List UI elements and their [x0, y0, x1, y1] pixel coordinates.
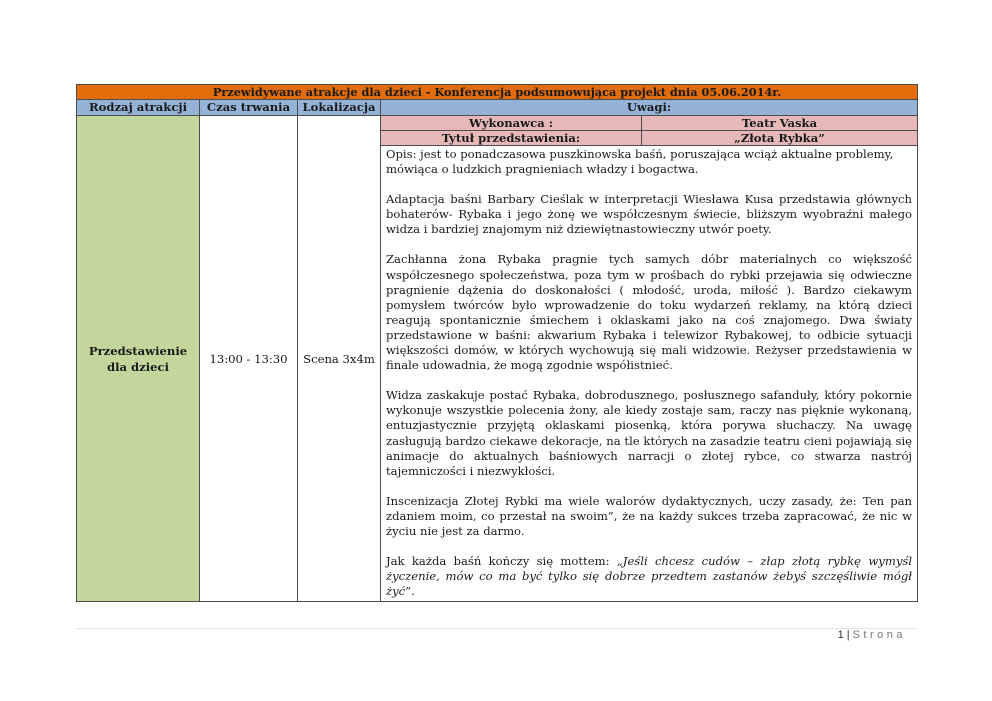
- header-duration: Czas trwania: [200, 100, 298, 116]
- title-row: [77, 85, 918, 100]
- header-notes: Uwagi:: [381, 100, 918, 116]
- description-paragraph-3: Zachłanna żona Rybaka pragnie tych samych dóbr materialnych co większość współczesnego społeczeństwa, poza tym w prośbach do rybki przejawia się odwieczne pragnienie dążenia do doskonałości ( młodość, uroda, miłość ). Bardzo ciekawym pomysłem twórców było wprowadzenie do toku wydarzeń reklamy, na którą dzieci reagują spontanicznie śmiechem i oklaskami jako na coś znajomego. Dwa światy przedstawione w baśni: akwarium Rybaka i telewizor Rybakowej, to odbicie sytuacji większości domów, w których wychowują się mali widzowie. Reżyser przedstawienia w finale udowadnia, że mogą zgodnie współistnieć.: [386, 252, 913, 373]
- attractions-table: [76, 84, 918, 602]
- performer-row: [77, 116, 918, 131]
- motto-quote: „Jeśli chcesz cudów – złap złotą rybkę wymyśl życzenie, mów co ma być tylko się dobrze przedtem zastanów żebyś szczęśliwie mógł żyć”: [386, 554, 913, 599]
- description-paragraph-2: Adaptacja baśni Barbary Cieślak w interpretacji Wiesława Kusa przedstawia głównych bohaterów- Rybaka i jego żonę we współczesnym świecie, bliższym wyobraźni małego widza i bardziej znajomym niż dziewiętnastowieczny utwór poety.: [386, 192, 913, 237]
- description-paragraph-1: Opis: jest to ponadczasowa puszkinowska baśń, poruszająca wciąż aktualne problemy, mówiąca o ludzkich pragnieniach władzy i bogactwa.: [386, 147, 894, 177]
- performer-label: Wykonawca :: [381, 116, 642, 131]
- footer-separator: |: [846, 629, 850, 641]
- header-type: Rodzaj atrakcji: [77, 100, 200, 116]
- show-title-label: Tytuł przedstawienia:: [381, 131, 642, 146]
- attraction-type: [77, 116, 200, 602]
- performer-value: Teatr Vaska: [642, 116, 918, 131]
- description-paragraph-6: [386, 554, 912, 599]
- description-paragraph-4: Widza zaskakuje postać Rybaka, dobrodusznego, posłusznego safanduły, który pokornie wykonuje wszystkie polecenia żony, ale kiedy zostaje sam, raczy nas pięknie wykonaną, entuzjastycznie przyjętą oklaskami piosenką, która porywa słuchaczy. Na uwagę zasługują bardzo ciekawe dekoracje, na tle których na zasadzie teatru cieni pojawiają się animacje do aktualnych baśniowych narracji o złotej rybce, co stwarza nastrój tajemniczości i niezwykłości.: [386, 388, 913, 478]
- footer-divider: [76, 628, 917, 629]
- table-title: Przewidywane atrakcje dla dzieci - Konferencja podsumowująca projekt dnia 05.06.2014r.: [77, 85, 918, 100]
- page-footer: [838, 629, 906, 641]
- page-number: 1: [837, 629, 844, 641]
- header-row: [77, 100, 918, 116]
- show-title-value: „Złota Rybka”: [642, 131, 918, 146]
- motto-end: .: [411, 584, 415, 599]
- description-paragraph-5: Inscenizacja Złotej Rybki ma wiele walorów dydaktycznych, uczy zasady, że: Ten pan zdaniem moim, co przestał na swoim”, że na każdy sukces trzeba zapracować, że nic w życiu nie jest za darmo.: [386, 493, 913, 538]
- page-word: Strona: [852, 629, 906, 641]
- motto-intro: Jak każda baśń kończy się mottem:: [386, 554, 617, 569]
- attraction-type-label: Przedstawienie dla dzieci: [88, 343, 188, 374]
- attraction-duration: 13:00 - 13:30: [200, 116, 298, 602]
- description-cell: [381, 146, 918, 602]
- attraction-location: Scena 3x4m: [298, 116, 381, 602]
- header-location: Lokalizacja: [298, 100, 381, 116]
